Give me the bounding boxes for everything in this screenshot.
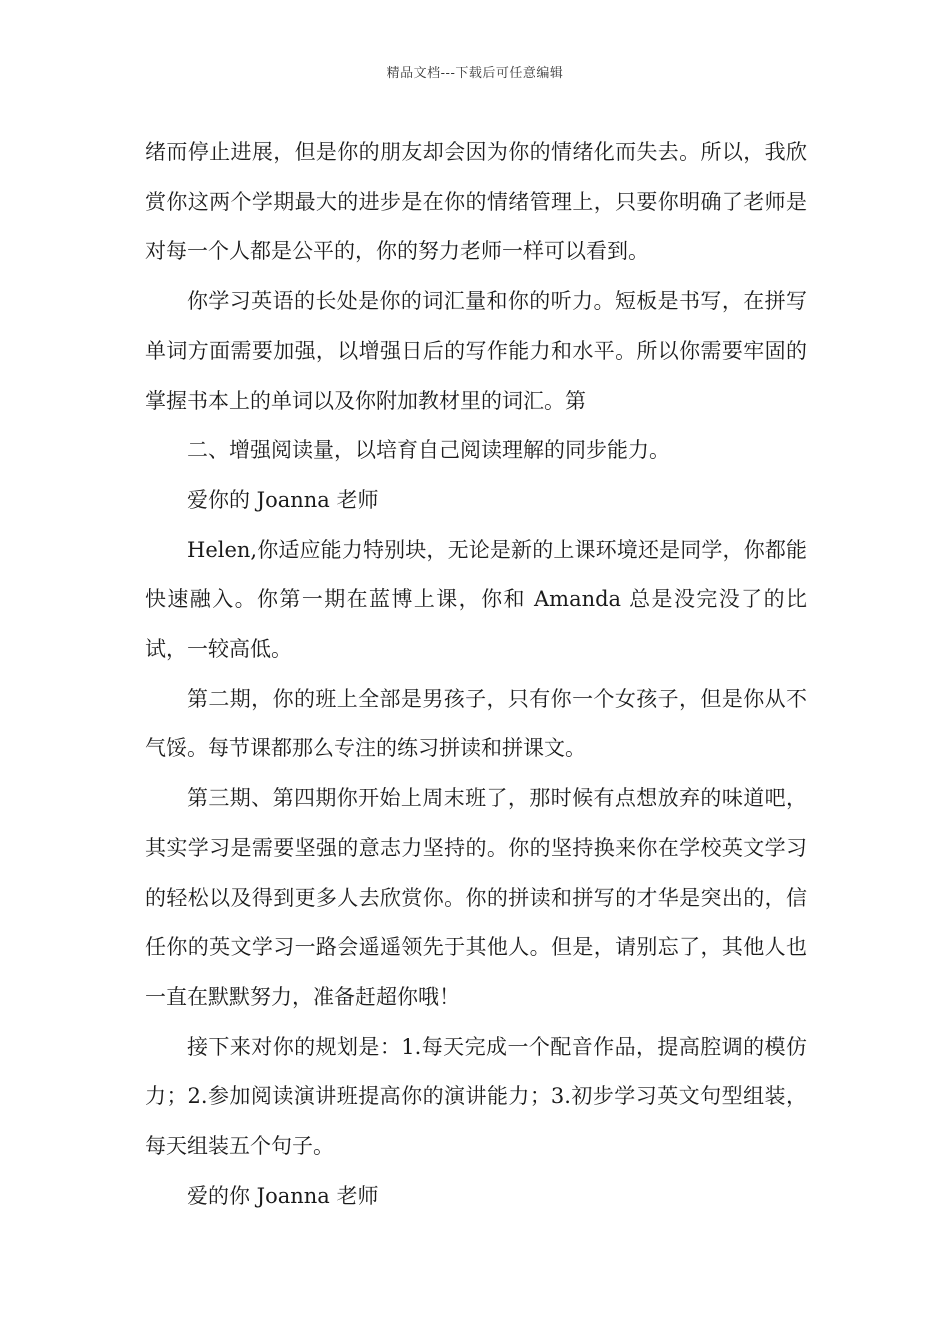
page-header: 精品文档---下载后可任意编辑 — [386, 66, 564, 81]
paragraph-continuation: 绪而停止进展，但是你的朋友却会因为你的情绪化而失去。所以，我欣赏你这两个学期最大的进步是在你的情绪管理上，只要你明确了老师是对每一个人都是公平的，你的努力老师一样可以看到。 — [145, 140, 807, 264]
paragraph-english-strengths: 你学习英语的长处是你的词汇量和你的听力。短板是书写，在拼写单词方面需要加强，以增强日后的写作能力和水平。所以你需要牢固的掌握书本上的单词以及你附加教材里的词汇。第 — [145, 289, 807, 413]
paragraph-second-term: 第二期，你的班上全部是男孩子，只有你一个女孩子，但是你从不气馁。每节课都那么专注的练习拼读和拼课文。 — [145, 686, 807, 761]
paragraph-third-fourth-term: 第三期、第四期你开始上周末班了，那时候有点想放弃的味道吧，其实学习是需要坚强的意志力坚持的。你的坚持换来你在学校英文学习的轻松以及得到更多人去欣赏你。你的拼读和拼写的才华是突出的，信任你的英文学习一路会遥遥领先于其他人。但是，请别忘了，其他人也一直在默默努力，准备赶超你哦！ — [145, 786, 807, 1009]
paragraph-plan: 接下来对你的规划是：1.每天完成一个配音作品，提高腔调的模仿力；2.参加阅读演讲班提高你的演讲能力；3.初步学习英文句型组装，每天组装五个句子。 — [145, 1034, 807, 1159]
paragraph-helen-intro: Helen,你适应能力特别块，无论是新的上课环境还是同学，你都能快速融入。你第一期在蓝博上课，你和 Amanda 总是没完没了的比试，一较高低。 — [145, 537, 807, 662]
paragraph-reading-goal: 二、增强阅读量，以培育自己阅读理解的同步能力。 — [187, 438, 670, 463]
document-body — [145, 128, 807, 1221]
signature-line-2: 爱的你 Joanna 老师 — [187, 1183, 379, 1208]
signature-line-1: 爱你的 Joanna 老师 — [187, 487, 379, 512]
